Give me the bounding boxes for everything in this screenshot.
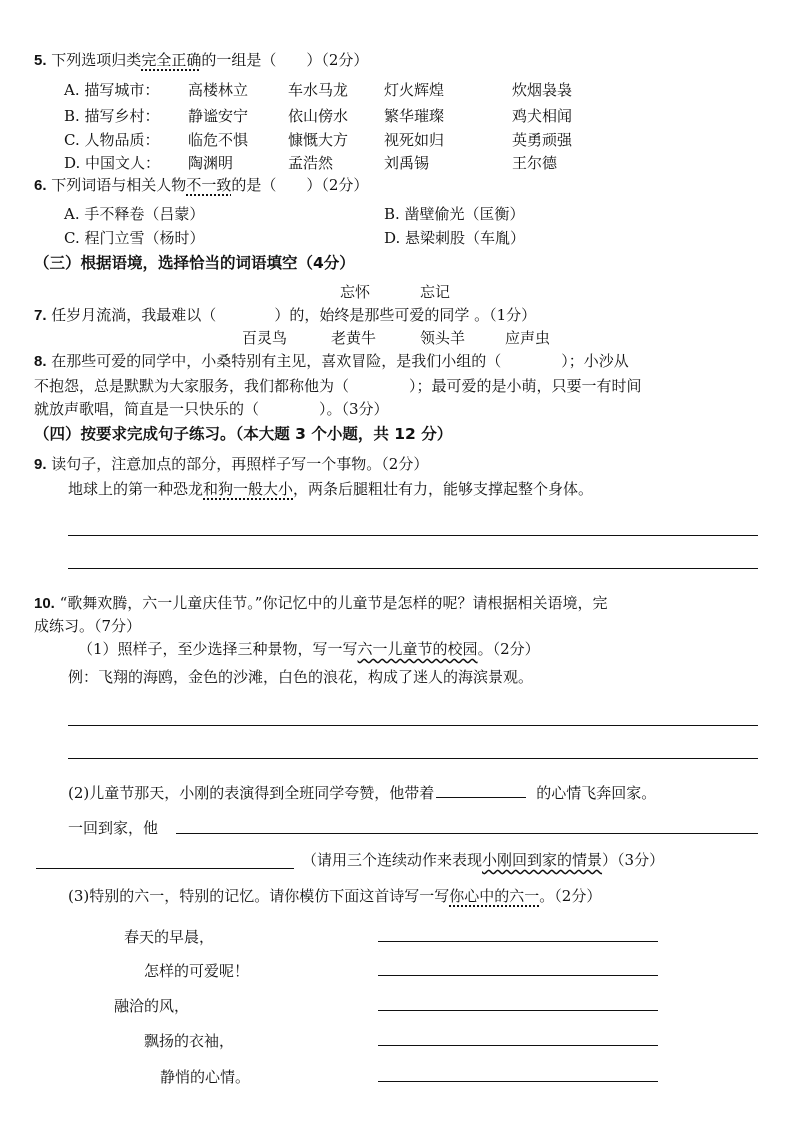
q9-answer-line-2[interactable]: [68, 568, 758, 569]
q5-option-item: 王尔德: [512, 154, 558, 172]
q10-part3: (3)特别的六一，特别的记忆。请你模仿下面这首诗写一写你心中的六一。（2分）: [68, 887, 602, 905]
q5-option-item: 炊烟袅袅: [512, 81, 573, 99]
q8-line-3: 就放声歌唱，简直是一只快乐的（ ）。（3分）: [34, 400, 389, 418]
poem-answer-line-5[interactable]: [378, 1081, 658, 1082]
q6-option-b: B. 凿壁偷光（匡衡）: [384, 205, 525, 223]
q10-part1: （1）照样子，至少选择三种景物，写一写六一儿童节的校园。（2分）: [78, 640, 540, 658]
q6-stem: 6. 下列词语与相关人物不一致的是（ ）（2分）: [34, 176, 369, 194]
q5-option-label: A. 描写城市：: [64, 81, 160, 99]
poem-answer-line-2[interactable]: [378, 975, 658, 976]
q5-option-item: 英勇顽强: [512, 131, 573, 149]
q8-word-4: 应声虫: [505, 329, 551, 347]
q10-part2-line-2: 一回到家，他: [68, 819, 159, 837]
section3-heading: （三）根据语境，选择恰当的词语填空（4分）: [34, 254, 355, 272]
q9-answer-line-1[interactable]: [68, 535, 758, 536]
q5-stem: 5. 下列选项归类完全正确的一组是（ ）（2分）: [34, 51, 369, 69]
poem-answer-line-3[interactable]: [378, 1010, 658, 1011]
q5-option-item: 繁华璀璨: [384, 107, 445, 125]
q7-word-1: 忘怀: [340, 283, 371, 301]
q8-number: 8.: [34, 353, 47, 370]
q8-line-1: 8. 在那些可爱的同学中，小桑特别有主见，喜欢冒险，是我们小组的（ ）；小沙从: [34, 352, 629, 370]
q5-option-item: 刘禹锡: [384, 154, 430, 172]
q5-number: 5.: [34, 52, 47, 69]
poem-line-4: 飘扬的衣袖，: [144, 1032, 235, 1050]
q5-option-item: 鸡犬相闻: [512, 107, 573, 125]
q5-option-item: 依山傍水: [288, 107, 349, 125]
q6-option-a: A. 手不释卷（吕蒙）: [64, 205, 205, 223]
poem-line-2: 怎样的可爱呢！: [144, 962, 250, 980]
q8-word-1: 百灵鸟: [242, 329, 288, 347]
q10-stem-line-2: 成练习。（7分）: [34, 617, 142, 635]
q5-option-label: C. 人物品质：: [64, 131, 160, 149]
section4-heading: （四）按要求完成句子练习。（本大题 3 个小题，共 12 分）: [34, 425, 453, 443]
q9-number: 9.: [34, 456, 47, 473]
poem-line-5: 静悄的心情。: [160, 1068, 251, 1086]
q10-number: 10.: [34, 595, 55, 612]
q5-option-item: 陶渊明: [188, 154, 234, 172]
q5-option-item: 孟浩然: [288, 154, 334, 172]
q10-p2-action-line-1[interactable]: [176, 833, 758, 834]
q7-stem: 7. 任岁月流淌，我最难以（ ）的，始终是那些可爱的同学 。（1分）: [34, 306, 537, 324]
q10-p2-mood-blank[interactable]: [436, 783, 526, 798]
q6-number: 6.: [34, 177, 47, 194]
q5-option-item: 临危不惧: [188, 131, 249, 149]
q5-option-item: 灯火辉煌: [384, 81, 445, 99]
q10-stem-line-1: 10. “歌舞欢腾，六一儿童庆佳节。”你记忆中的儿童节是怎样的呢？请根据相关语境，完: [34, 594, 608, 612]
q8-word-2: 老黄牛: [331, 329, 377, 347]
q7-word-2: 忘记: [420, 283, 451, 301]
q9-sentence: 地球上的第一种恐龙和狗一般大小，两条后腿粗壮有力，能够支撑起整个身体。: [68, 480, 594, 498]
q5-option-label: D. 中国文人：: [64, 154, 161, 172]
q9-stem: 9. 读句子，注意加点的部分，再照样子写一个事物。（2分）: [34, 455, 429, 473]
q5-option-item: 视死如归: [384, 131, 445, 149]
q10-example: 例：飞翔的海鸥，金色的沙滩，白色的浪花，构成了迷人的海滨景观。: [68, 668, 534, 686]
q5-option-label: B. 描写乡村：: [64, 107, 160, 125]
q10-part2-line-1: (2)儿童节那天，小刚的表演得到全班同学夸赞，他带着 的心情飞奔回家。: [68, 784, 657, 802]
q8-word-3: 领头羊: [420, 329, 466, 347]
q6-option-c: C. 程门立雪（杨时）: [64, 229, 205, 247]
q6-option-d: D. 悬梁刺股（车胤）: [384, 229, 526, 247]
poem-answer-line-1[interactable]: [378, 941, 658, 942]
q5-option-item: 静谧安宁: [188, 107, 249, 125]
q5-option-item: 车水马龙: [288, 81, 349, 99]
poem-answer-line-4[interactable]: [378, 1045, 658, 1046]
q5-option-item: 慷慨大方: [288, 131, 349, 149]
q10-part2-instruction: （请用三个连续动作来表现小刚回到家的情景）（3分）: [302, 851, 665, 869]
q10-p1-answer-line-1[interactable]: [68, 725, 758, 726]
poem-line-3: 融洽的风，: [114, 997, 190, 1015]
q8-line-2: 不抱怨，总是默默为大家服务，我们都称他为（ ）；最可爱的是小萌，只要一有时间: [34, 377, 642, 395]
q7-number: 7.: [34, 307, 47, 324]
poem-line-1: 春天的早晨，: [124, 928, 215, 946]
q10-p1-answer-line-2[interactable]: [68, 758, 758, 759]
q5-option-item: 高楼林立: [188, 81, 249, 99]
q10-p2-action-line-2[interactable]: [36, 868, 294, 869]
